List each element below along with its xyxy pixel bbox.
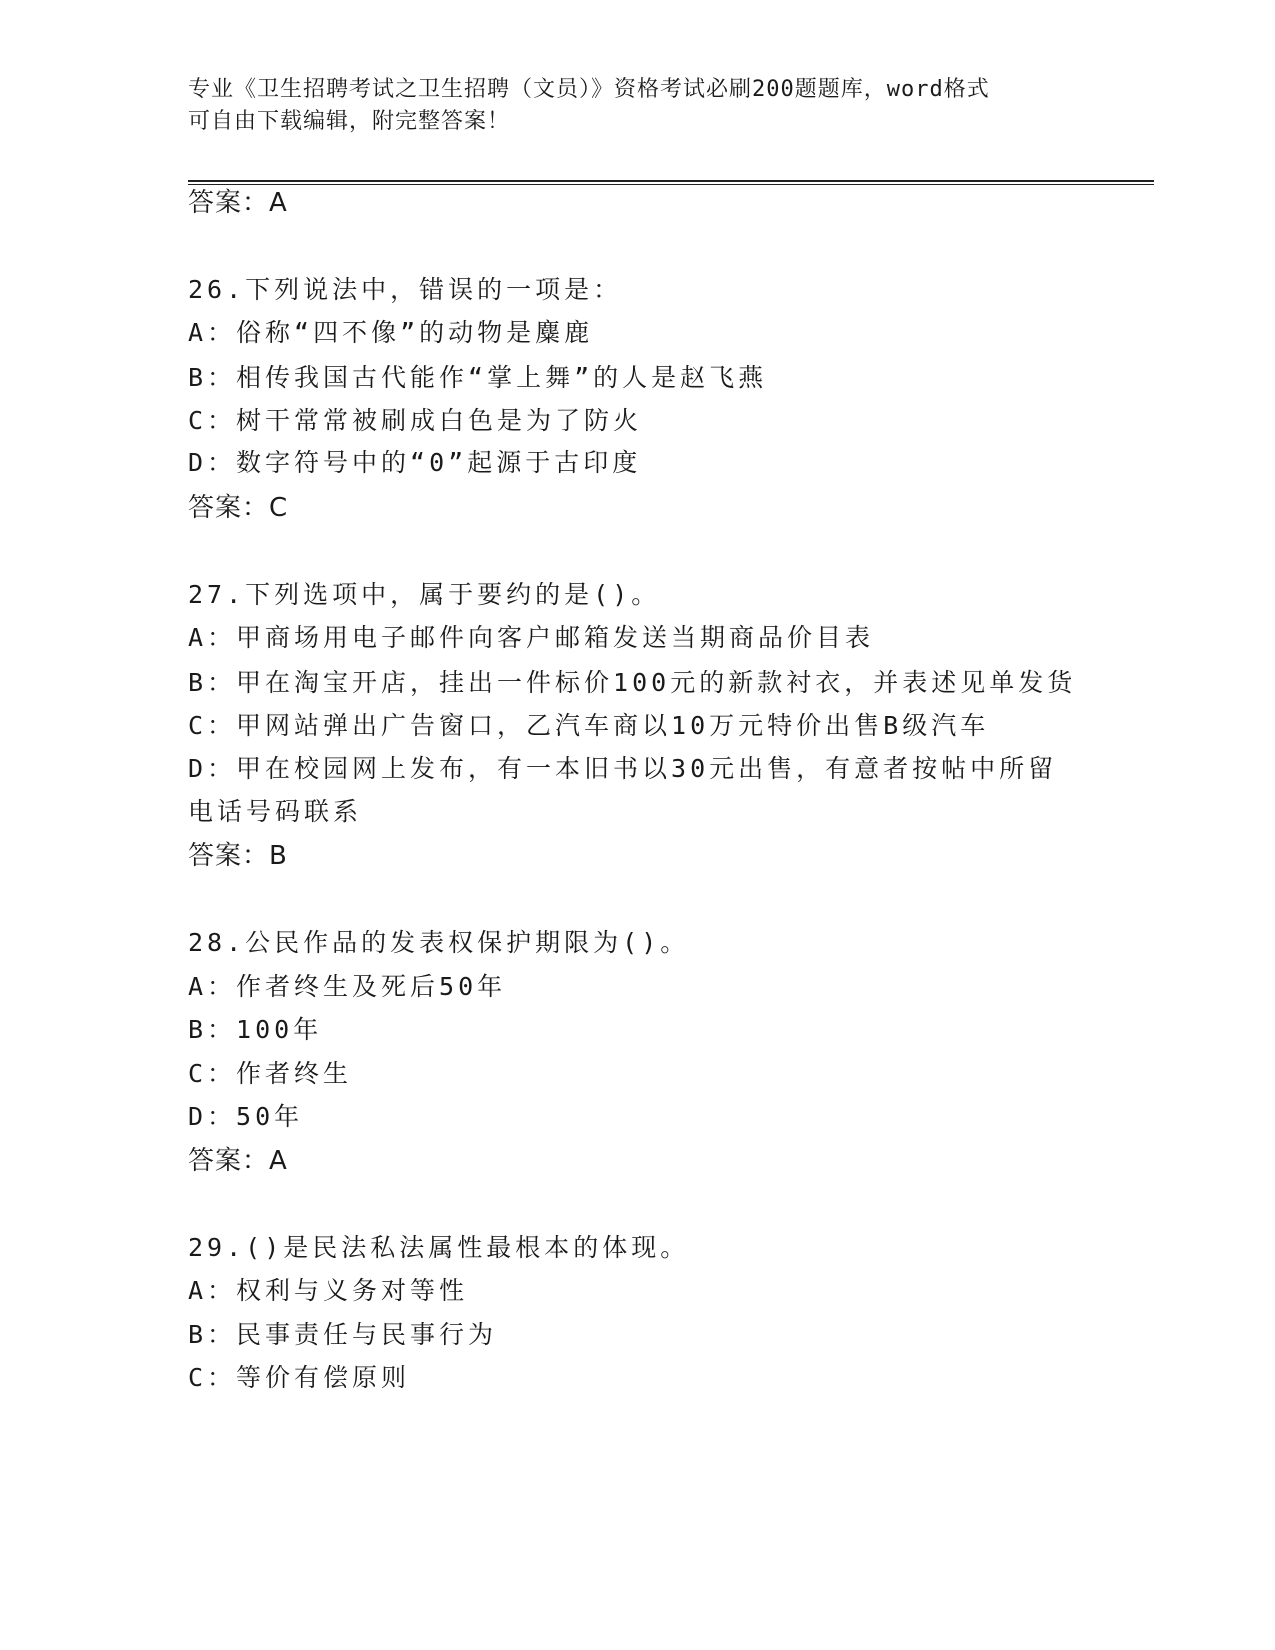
- header-divider-thick: [188, 180, 1154, 182]
- header-line-1: 专业《卫生招聘考试之卫生招聘（文员）》资格考试必刷200题题库，word格式: [188, 77, 990, 102]
- question-27-stem: 27.下列选项中，属于要约的是()。: [188, 580, 661, 609]
- question-29-option-a: A：权利与义务对等性: [188, 1276, 469, 1305]
- question-26-stem: 26.下列说法中，错误的一项是：: [188, 275, 623, 304]
- question-28-option-a: A：作者终生及死后50年: [188, 972, 507, 1001]
- question-26-answer: 答案：C: [188, 493, 289, 523]
- question-26-option-d: D：数字符号中的“0”起源于古印度: [188, 448, 642, 477]
- question-26-option-b: B：相传我国古代能作“掌上舞”的人是赵飞燕: [188, 363, 768, 392]
- question-27-option-d-cont: 电话号码联系: [188, 797, 363, 826]
- question-27-option-d: D：甲在校园网上发布，有一本旧书以30元出售，有意者按帖中所留: [188, 754, 1058, 783]
- question-28-option-c: C：作者终生: [188, 1059, 353, 1088]
- question-28-option-b: B：100年: [188, 1015, 323, 1044]
- question-28-stem: 28.公民作品的发表权保护期限为()。: [188, 928, 690, 957]
- question-27-option-a: A：甲商场用电子邮件向客户邮箱发送当期商品价目表: [188, 623, 875, 652]
- question-28-answer: 答案：A: [188, 1146, 288, 1176]
- question-27-option-c: C：甲网站弹出广告窗口，乙汽车商以10万元特价出售B级汽车: [188, 711, 990, 740]
- question-26-option-a: A：俗称“四不像”的动物是麋鹿: [188, 318, 594, 347]
- document-header: [188, 74, 1088, 138]
- question-26-option-c: C：树干常常被刷成白色是为了防火: [188, 406, 643, 435]
- question-27-answer: 答案：B: [188, 841, 288, 871]
- answer-prev: 答案：A: [188, 188, 288, 218]
- question-29-stem: 29.()是民法私法属性最根本的体现。: [188, 1233, 690, 1262]
- header-line-2: 可自由下载编辑，附完整答案！: [188, 109, 511, 134]
- question-28-option-d: D：50年: [188, 1102, 304, 1131]
- question-29-option-b: B：民事责任与民事行为: [188, 1320, 498, 1349]
- question-29-option-c: C：等价有偿原则: [188, 1363, 411, 1392]
- header-divider-thin: [188, 184, 1154, 185]
- question-27-option-b: B：甲在淘宝开店，挂出一件标价100元的新款衬衣，并表述见单发货: [188, 668, 1077, 697]
